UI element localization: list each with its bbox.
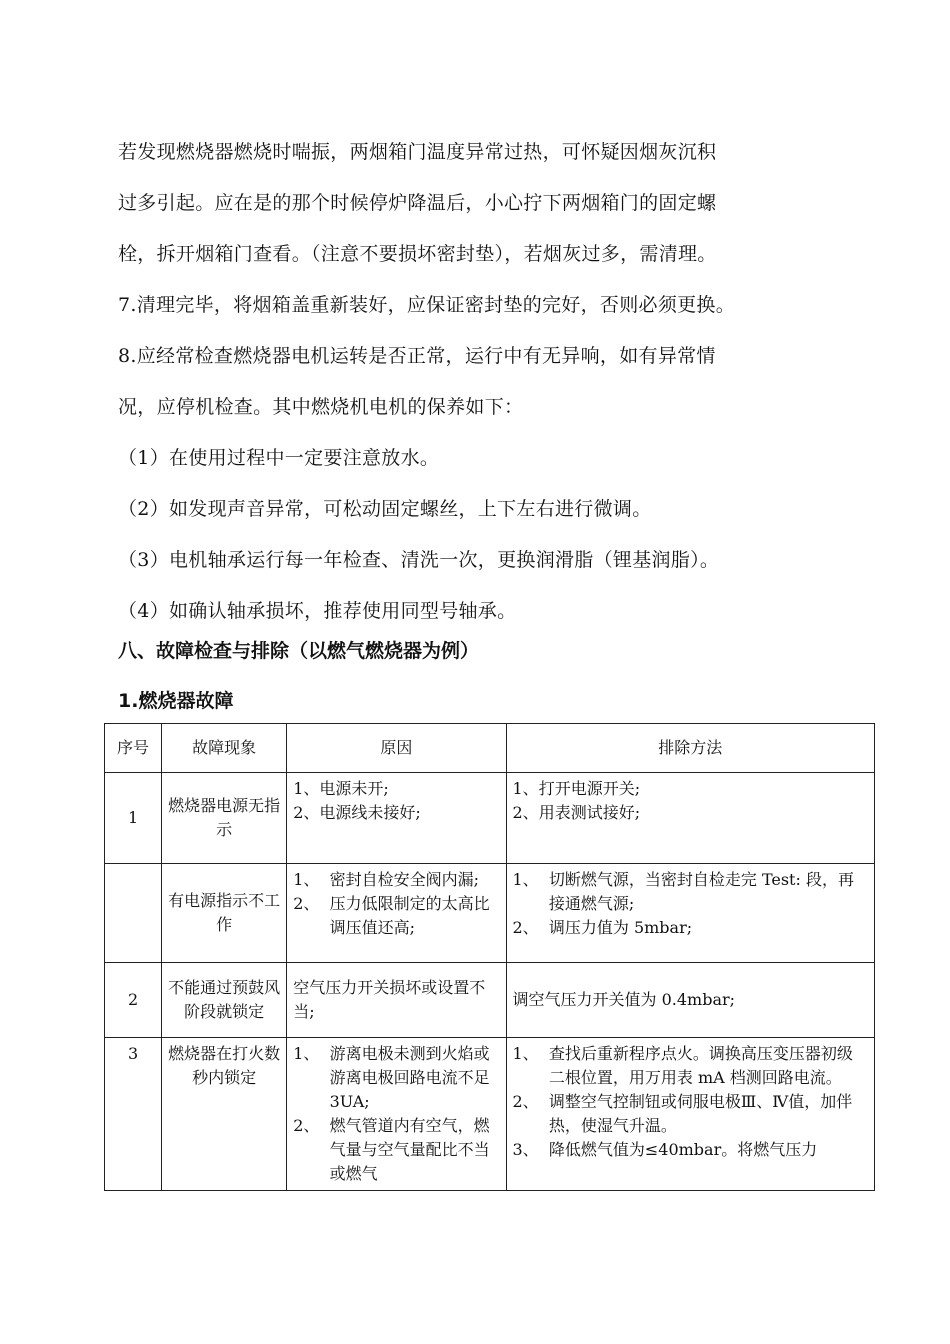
header-cell-fix: 排除方法: [506, 724, 875, 773]
table-header-row: [105, 724, 875, 773]
cell-fix: [506, 773, 875, 864]
text-line: 8.应经常检查燃烧器电机运转是否正常，运行中有无异响，如有异常情: [118, 345, 716, 367]
list-item: [513, 801, 869, 825]
cell-cause: [287, 1038, 506, 1191]
cell-cause: [287, 773, 506, 864]
cell-no: [105, 864, 162, 963]
item-number: 2、: [512, 803, 539, 822]
item-text: 调压力值为 5mbar;: [548, 918, 693, 937]
list-item: [293, 892, 499, 940]
cell-fix: 调空气压力开关值为 0.4mbar;: [506, 963, 875, 1038]
cell-no: 1: [105, 773, 162, 864]
item-number: 1、: [512, 870, 549, 889]
header-cell-cause: 原因: [287, 724, 506, 773]
item-number: 2、: [293, 803, 320, 822]
item-number: 1、: [512, 779, 539, 798]
list-item: [513, 1138, 869, 1162]
item-number: 2、: [512, 1092, 549, 1111]
item-text: 电源线未接好;: [319, 803, 421, 822]
item-number: 2、: [512, 918, 549, 937]
cell-fix: [506, 1038, 875, 1191]
cell-cause: 空气压力开关损坏或设置不当;: [287, 963, 506, 1038]
text-line: 况，应停机检查。其中燃烧机电机的保养如下：: [118, 396, 524, 418]
list-item: [513, 777, 869, 801]
item-number: 3、: [512, 1140, 549, 1159]
item-text: 电源未开;: [319, 779, 389, 798]
list-item: [293, 868, 499, 892]
list-item: [513, 1090, 869, 1138]
cell-cause: [287, 864, 506, 963]
text-line: （2）如发现声音异常，可松动固定螺丝，上下左右进行微调。: [118, 498, 652, 520]
text-line: （4）如确认轴承损坏，推荐使用同型号轴承。: [118, 600, 517, 622]
item-number: 1、: [293, 779, 320, 798]
item-text: 压力低限制定的太高比调压值还高;: [329, 894, 490, 937]
text-line: 若发现燃烧器燃烧时喘振，两烟箱门温度异常过热，可怀疑因烟灰沉积: [118, 141, 717, 163]
list-item: [293, 777, 499, 801]
cell-no: 3: [105, 1038, 162, 1191]
table-row: [105, 773, 875, 864]
item-text: 打开电源开关;: [538, 779, 641, 798]
subsection-heading: 1.燃烧器故障: [118, 690, 234, 712]
cell-symptom: 燃烧器在打火数秒内锁定: [162, 1038, 287, 1191]
table-row: [105, 1038, 875, 1191]
fault-table: [104, 723, 875, 1191]
item-number: 1、: [293, 1044, 330, 1063]
list-item: [513, 868, 869, 916]
text-line: （1）在使用过程中一定要注意放水。: [118, 447, 440, 469]
cell-no: 2: [105, 963, 162, 1038]
item-text: 降低燃气值为≤40mbar。将燃气压力: [548, 1140, 818, 1159]
text-line: 7.清理完毕，将烟箱盖重新装好，应保证密封垫的完好，否则必须更换。: [118, 294, 736, 316]
item-text: 查找后重新程序点火。调换高压变压器初级二根位置，用万用表 mA 档测回路电流。: [548, 1044, 853, 1087]
list-item: [513, 916, 869, 940]
section-heading: 八、故障检查与排除（以燃气燃烧器为例）: [118, 640, 480, 662]
item-text: 游离电极未测到火焰或游离电极回路电流不足 3UA;: [329, 1044, 490, 1111]
cell-fix: [506, 864, 875, 963]
header-cell-symptom: 故障现象: [162, 724, 287, 773]
item-number: 1、: [293, 870, 330, 889]
header-cell-no: 序号: [105, 724, 162, 773]
item-text: 燃气管道内有空气，燃气量与空气量配比不当或燃气: [329, 1116, 490, 1183]
cell-symptom: 不能通过预鼓风阶段就锁定: [162, 963, 287, 1038]
text-line: 过多引起。应在是的那个时候停炉降温后，小心拧下两烟箱门的固定螺: [118, 192, 717, 214]
body-paragraph: [118, 127, 838, 637]
list-item: [293, 1042, 499, 1114]
item-number: 2、: [293, 1116, 330, 1135]
table-row: [105, 963, 875, 1038]
list-item: [293, 1114, 499, 1186]
cell-symptom: 燃烧器电源无指示: [162, 773, 287, 864]
item-text: 用表测试接好;: [538, 803, 641, 822]
cell-symptom: 有电源指示不工作: [162, 864, 287, 963]
item-number: 2、: [293, 894, 330, 913]
item-text: 调整空气控制钮或伺服电极Ⅲ、Ⅳ值，加伴热，使湿气升温。: [548, 1092, 853, 1135]
list-item: [293, 801, 499, 825]
table-row: [105, 864, 875, 963]
list-item: [513, 1042, 869, 1090]
item-text: 切断燃气源，当密封自检走完 Test: 段，再接通燃气源;: [548, 870, 854, 913]
text-line: （3）电机轴承运行每一年检查、清洗一次，更换润滑脂（锂基润脂）。: [118, 549, 720, 571]
text-line: 栓，拆开烟箱门查看。（注意不要损坏密封垫），若烟灰过多，需清理。: [118, 243, 717, 265]
item-number: 1、: [512, 1044, 549, 1063]
item-text: 密封自检安全阀内漏;: [329, 870, 479, 889]
